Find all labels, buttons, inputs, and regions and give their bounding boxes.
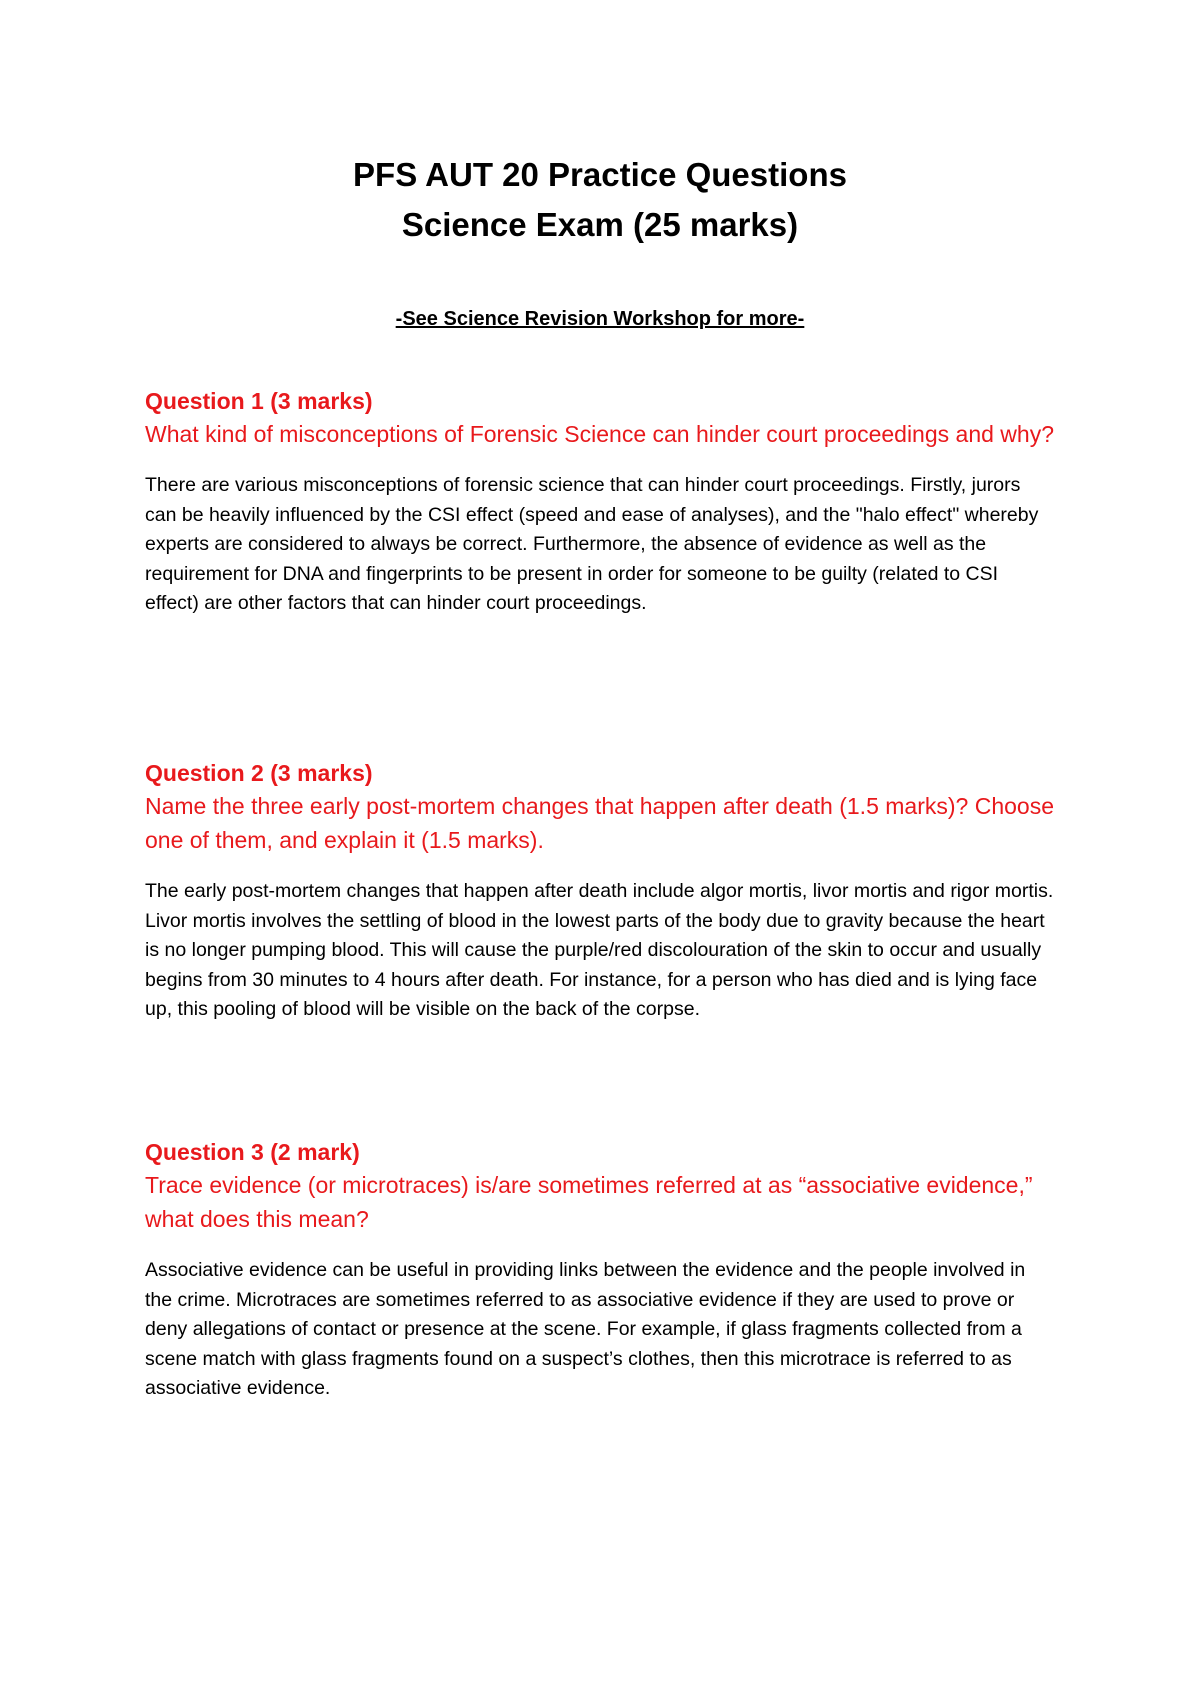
question-heading: Question 2 (3 marks) [145,760,373,786]
question-answer: The early post-mortem changes that happen after death include algor mortis, livor mortis and rigor mortis. Livor mortis involves the settling of blood in the lowest parts of the body due to gravity because the heart is no longer pumping blood. This will cause the purple/red discolouration of the skin to occur and usually begins from 30 minutes to 4 hours after death. For instance, for a person who has died and is lying face up, this pooling of blood will be visible on the back of the corpse. [145,880,1054,1020]
question-answer: There are various misconceptions of forensic science that can hinder court proceedings. Firstly, jurors can be heavily influenced by the CSI effect (speed and ease of analyses), and the "halo effect" whereby experts are considered to always be correct. Furthermore, the absence of evidence as well as the requirement for DNA and fingerprints to be present in order for someone to be guilty (related to CSI effect) are other factors that can hinder court proceedings. [145,474,1039,614]
title-line-2: Science Exam (25 marks) [401,206,799,243]
question-answer: Associative evidence can be useful in providing links between the evidence and the people involved in the crime. Microtraces are sometimes referred to as associative evidence if they are used to prove or deny allegations of contact or presence at the scene. For example, if glass fragments collected from a scene match with glass fragments found on a suspect’s clothes, then this microtrace is referred to as associative evidence. [145,1259,1026,1399]
document-title [0,150,1200,250]
question-prompt: Trace evidence (or microtraces) is/are sometimes referred at as “associative evidence,” what does this mean? [145,1172,1033,1232]
question-1 [145,385,1055,619]
question-3 [145,1136,1055,1404]
title-line-1: PFS AUT 20 Practice Questions [353,156,847,193]
question-heading: Question 1 (3 marks) [145,388,373,414]
question-heading: Question 3 (2 mark) [145,1139,360,1165]
revision-note: -See Science Revision Workshop for more- [395,308,805,330]
question-prompt: What kind of misconceptions of Forensic Science can hinder court proceedings and why? [145,421,1054,447]
question-2 [145,757,1055,1025]
question-prompt: Name the three early post-mortem changes that happen after death (1.5 marks)? Choose one of them, and explain it (1.5 marks). [145,793,1054,853]
